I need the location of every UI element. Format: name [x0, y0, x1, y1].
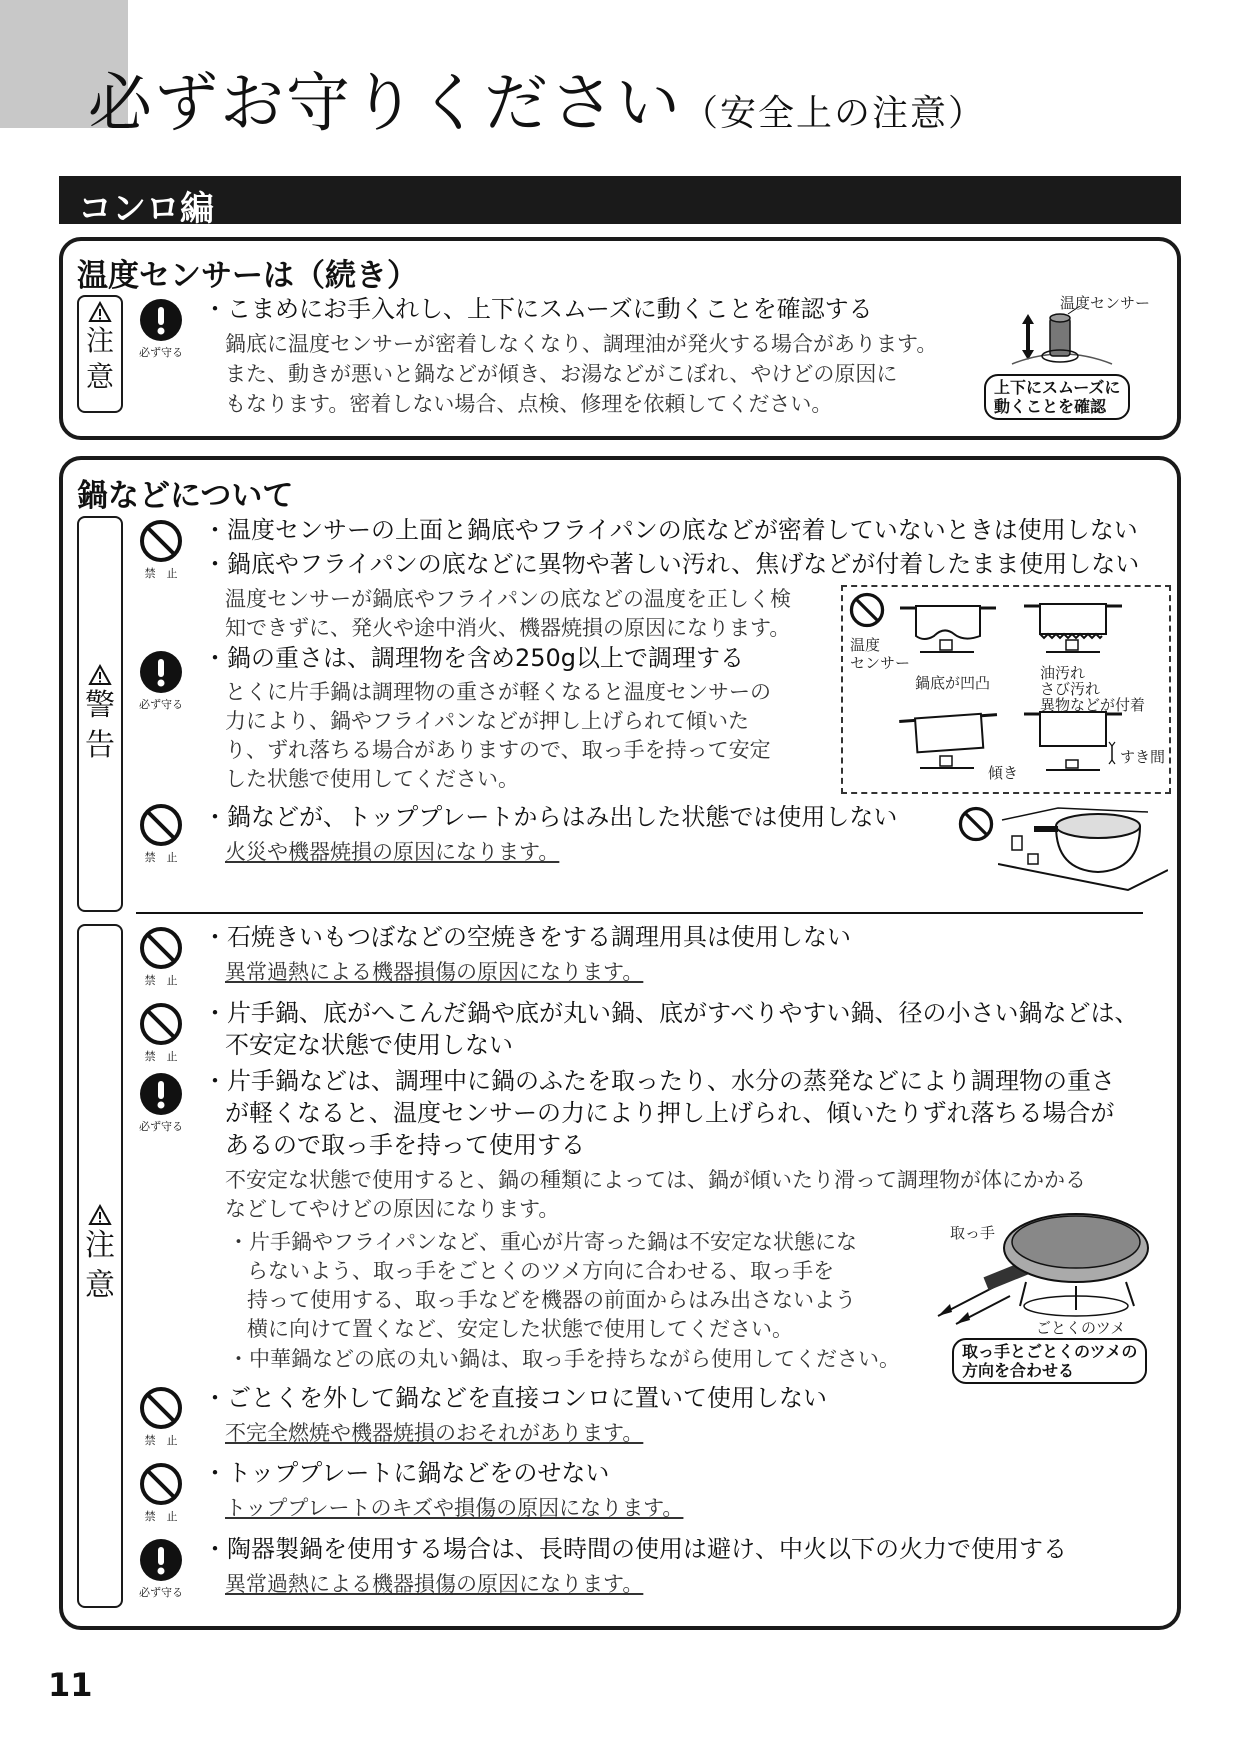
- warning-body-3c: り、ずれ落ちる場合がありますので、取っ手を持って安定: [225, 738, 771, 762]
- sensor-figure-label: 温度センサー: [1060, 294, 1151, 312]
- sensor-caption: 上下にスムーズに 動くことを確認: [984, 374, 1130, 420]
- section-bar: [59, 176, 1181, 224]
- frying-pan-caption: 取っ手とごとくのツメの 方向を合わせる: [952, 1338, 1147, 1384]
- caution-sub-1a: ・片手鍋やフライパンなど、重心が片寄った鍋は不安定な状態にな: [228, 1230, 857, 1254]
- fig-claw-label: ごとくのツメ: [1036, 1319, 1126, 1337]
- must-do-icon: [139, 298, 183, 342]
- caution-heading-1: ・石焼きいもつぼなどの空焼きをする調理用具は使用しない: [203, 923, 851, 951]
- prohibit-icon: [139, 1462, 183, 1506]
- page-title: 必ずお守りください（安全上の注意）: [88, 67, 987, 141]
- caution-char-1: 注: [85, 1228, 115, 1263]
- fig-gap-label: すき間: [1120, 748, 1166, 766]
- fig-handle-label: 取っ手: [950, 1224, 996, 1242]
- warning-triangle-icon: [88, 301, 112, 323]
- caution-body-3b: などしてやけどの原因になります。: [225, 1197, 560, 1221]
- temp-sensor-heading: ・こまめにお手入れし、上下にスムーズに動くことを確認する: [203, 295, 873, 323]
- warning-body-3a: とくに片手鍋は調理物の重さが軽くなると温度センサーの: [225, 680, 771, 704]
- caution-heading-4: ・ごとくを外して鍋などを直接コンロに置いて使用しない: [203, 1384, 827, 1412]
- must-do-symbol: [136, 650, 186, 712]
- prohibit-symbol: [136, 1462, 186, 1524]
- must-do-label: 必ず守る: [139, 1120, 183, 1133]
- must-do-icon: [139, 1072, 183, 1116]
- caution-char-2: 意: [85, 1268, 115, 1303]
- temp-sensor-line-3: もなります。密着しない場合、点検、修理を依頼してください。: [225, 392, 833, 416]
- prohibit-icon: [958, 806, 994, 842]
- caution-heading-2a: ・片手鍋、底がへこんだ鍋や底が丸い鍋、底がすべりやすい鍋、径の小さい鍋などは、: [203, 999, 1139, 1027]
- prohibit-symbol: [136, 926, 186, 988]
- caution-heading-2b: 不安定な状態で使用しない: [225, 1031, 513, 1059]
- caution-sub-1b: らないよう、取っ手をごとくのツメ方向に合わせる、取っ手を: [247, 1259, 835, 1283]
- prohibit-label: 禁 止: [144, 567, 178, 580]
- caution-heading-3b: が軽くなると、温度センサーの力により押し上げられ、傾いたりずれ落ちる場合が: [225, 1099, 1115, 1127]
- temp-sensor-line-2: また、動きが悪いと鍋などが傾き、お湯などがこぼれ、やけどの原因に: [225, 362, 898, 386]
- caution-label-box: [77, 295, 123, 413]
- must-do-label: 必ず守る: [139, 698, 183, 711]
- caution-body-5: トッププレートのキズや損傷の原因になります。: [225, 1496, 684, 1520]
- prohibit-icon: [139, 1386, 183, 1430]
- pot-section-title: 鍋などについて: [77, 478, 294, 514]
- caution-char-1: 注: [85, 324, 114, 357]
- caution-label-box: [77, 924, 123, 1608]
- frying-pan-drawing: [936, 1206, 1158, 1334]
- fig-tilt-label: 傾き: [988, 764, 1019, 782]
- must-do-icon: [139, 650, 183, 694]
- prohibit-icon: [139, 519, 183, 563]
- warning-char-1: 警: [85, 688, 115, 723]
- prohibit-label: 禁 止: [144, 851, 178, 864]
- prohibit-symbol: [136, 1386, 186, 1448]
- caution-heading-6: ・陶器製鍋を使用する場合は、長時間の使用は避け、中火以下の火力で使用する: [203, 1535, 1067, 1563]
- must-do-symbol: [136, 1538, 186, 1600]
- page-number: 11: [48, 1666, 93, 1704]
- warning-triangle-icon: [88, 664, 112, 686]
- caution-sub-2: ・中華鍋などの底の丸い鍋は、取っ手を持ちながら使用してください。: [228, 1347, 900, 1371]
- fig-sensor-label: 温度 センサー: [850, 636, 911, 672]
- prohibit-icon: [139, 1002, 183, 1046]
- must-do-icon: [139, 1538, 183, 1582]
- caution-sub-1d: 横に向けて置くなど、安定した状態で使用してください。: [247, 1317, 793, 1341]
- prohibit-icon: [139, 926, 183, 970]
- warning-heading-2: ・鍋底やフライパンの底などに異物や著しい汚れ、焦げなどが付着したまま使用しない: [203, 550, 1140, 578]
- prohibit-symbol: [136, 519, 186, 581]
- temp-sensor-line-1: 鍋底に温度センサーが密着しなくなり、調理油が発火する場合があります。: [225, 332, 938, 356]
- warning-body-1a: 温度センサーが鍋底やフライパンの底などの温度を正しく検: [225, 587, 791, 611]
- prohibit-icon: [849, 592, 885, 628]
- caution-sub-1c: 持って使用する、取っ手などを機器の前面からはみ出さないよう: [247, 1288, 856, 1312]
- warning-char-2: 告: [85, 728, 115, 763]
- section-divider: [136, 912, 1143, 914]
- caution-heading-3c: あるので取っ手を持って使用する: [225, 1131, 585, 1159]
- prohibit-label: 禁 止: [144, 1050, 178, 1063]
- caution-heading-5: ・トッププレートに鍋などをのせない: [203, 1459, 610, 1487]
- warning-label-box: [77, 516, 123, 912]
- pot-overhang-drawing: [998, 800, 1168, 900]
- fig-dirt-label: 油汚れ さび汚れ 異物などが付着: [1040, 664, 1146, 714]
- section-bar-label: コンロ編: [78, 189, 214, 229]
- warning-body-3b: 力により、鍋やフライパンなどが押し上げられて傾いた: [225, 709, 749, 733]
- warning-heading-3: ・鍋の重さは、調理物を含め250g以上で調理する: [203, 644, 745, 672]
- must-do-symbol: [136, 1072, 186, 1134]
- prohibit-icon: [139, 803, 183, 847]
- warning-body-1b: 知できずに、発火や途中消火、機器焼損の原因になります。: [225, 616, 791, 640]
- caution-body-4: 不完全燃焼や機器焼損のおそれがあります。: [225, 1421, 644, 1445]
- prohibit-symbol: [136, 1002, 186, 1064]
- caution-body-3a: 不安定な状態で使用すると、鍋の種類によっては、鍋が傾いたり滑って調理物が体にかかる: [225, 1168, 1086, 1192]
- sensor-figure: [1008, 306, 1118, 372]
- warning-body-3d: した状態で使用してください。: [225, 767, 519, 791]
- fig-dent-label: 鍋底が凹凸: [915, 674, 991, 692]
- must-do-label: 必ず守る: [139, 1586, 183, 1599]
- temp-sensor-title: 温度センサーは（続き）: [77, 258, 418, 294]
- caution-body-6: 異常過熱による機器損傷の原因になります。: [225, 1572, 644, 1596]
- must-do-symbol: [136, 298, 186, 360]
- caution-char-2: 意: [85, 360, 114, 393]
- caution-body-1: 異常過熱による機器損傷の原因になります。: [225, 960, 644, 984]
- prohibit-label: 禁 止: [144, 974, 178, 987]
- caution-heading-3a: ・片手鍋などは、調理中に鍋のふたを取ったり、水分の蒸発などにより調理物の重さ: [203, 1067, 1115, 1095]
- prohibit-label: 禁 止: [144, 1510, 178, 1523]
- warning-heading-1: ・温度センサーの上面と鍋底やフライパンの底などが密着していないときは使用しない: [203, 516, 1138, 544]
- warning-heading-4: ・鍋などが、トッププレートからはみ出した状態では使用しない: [203, 803, 898, 831]
- must-do-label: 必ず守る: [139, 346, 183, 359]
- warning-body-4: 火災や機器焼損の原因になります。: [225, 840, 560, 864]
- prohibit-symbol: [136, 803, 186, 865]
- prohibit-label: 禁 止: [144, 1434, 178, 1447]
- warning-triangle-icon: [88, 1204, 112, 1226]
